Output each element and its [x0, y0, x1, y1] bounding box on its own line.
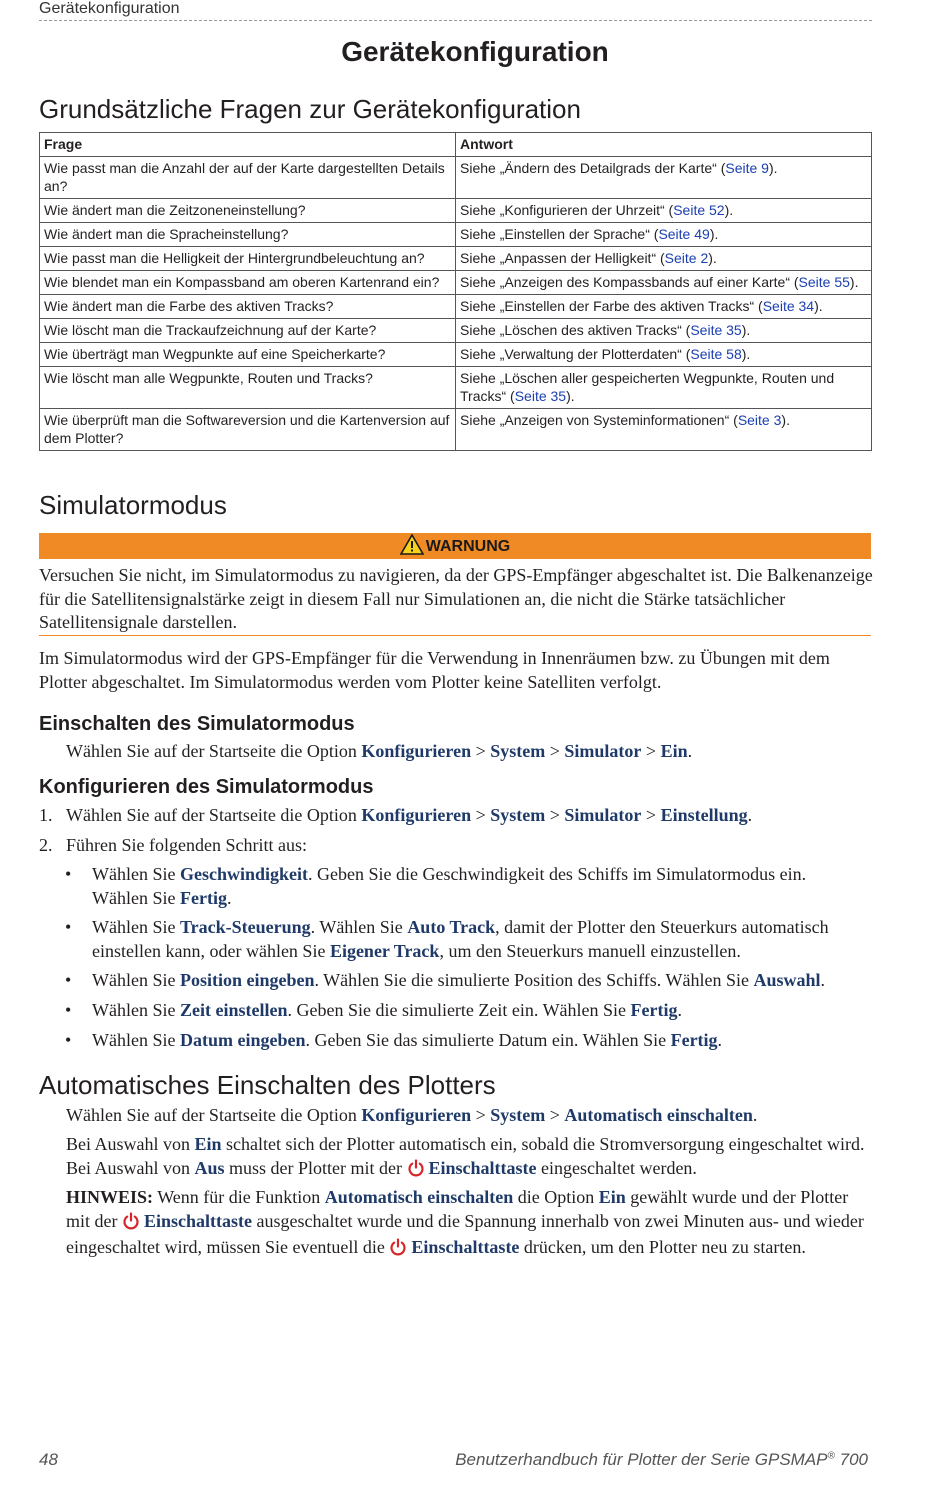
simulator-intro: Im Simulatormodus wird der GPS-Empfänger für die Verwendung in Innenräumen bzw. zu Übungen mit dem Plotter abgeschaltet. Im Simulatormodus werden vom Plotter keine Satelliten verfolgt. [39, 648, 830, 692]
page-link[interactable]: Seite 2 [664, 250, 709, 266]
power-icon [407, 1159, 425, 1184]
configure-simulator-heading: Konfigurieren des Simulatormodus [39, 776, 374, 798]
table-row [40, 409, 872, 451]
faq-heading: Grundsätzliche Fragen zur Gerätekonfiguration [39, 94, 581, 124]
question-cell: Wie ändert man die Farbe des aktiven Tracks? [40, 295, 456, 319]
enable-simulator-instruction: Wählen Sie auf der Startseite die Option Konfigurieren > System > Simulator > Ein. [66, 741, 693, 761]
question-cell: Wie löscht man alle Wegpunkte, Routen und Tracks? [40, 367, 456, 409]
page-link[interactable]: Seite 35 [514, 388, 567, 404]
answer-cell: Siehe „Einstellen der Sprache“ (Seite 49). [456, 223, 872, 247]
table-row [40, 157, 872, 199]
question-cell: Wie blendet man ein Kompassband am oberen Kartenrand ein? [40, 271, 456, 295]
power-icon [122, 1212, 140, 1237]
question-cell: Wie ändert man die Zeitzoneneinstellung? [40, 199, 456, 223]
answer-cell: Siehe „Konfigurieren der Uhrzeit“ (Seite 52). [456, 199, 872, 223]
answer-cell: Siehe „Einstellen der Farbe des aktiven Tracks“ (Seite 34). [456, 295, 872, 319]
warning-banner [39, 533, 871, 559]
autopower-heading: Automatisches Einschalten des Plotters [39, 1070, 496, 1100]
table-row [40, 223, 872, 247]
menu-system: System [490, 1105, 546, 1125]
warning-divider [39, 635, 871, 636]
answer-cell: Siehe „Verwaltung der Plotterdaten“ (Seite 58). [456, 343, 872, 367]
page-link[interactable]: Seite 58 [690, 346, 742, 362]
menu-auto-power: Automatisch einschalten [564, 1105, 753, 1125]
menu-system: System [490, 805, 546, 825]
table-row [40, 295, 872, 319]
menu-configure: Konfigurieren [361, 1105, 472, 1125]
page-link[interactable]: Seite 3 [737, 412, 782, 428]
answer-cell: Siehe „Anzeigen von Systeminformationen“ (Seite 3). [456, 409, 872, 451]
table-header-row [40, 133, 872, 157]
page-link[interactable]: Seite 52 [673, 202, 725, 218]
menu-on: Ein [660, 741, 688, 761]
menu-simulator: Simulator [564, 741, 642, 761]
menu-setup: Einstellung [660, 805, 748, 825]
note-label: HINWEIS: [66, 1187, 154, 1207]
table-row [40, 367, 872, 409]
question-cell: Wie überprüft man die Softwareversion und die Kartenversion auf dem Plotter? [40, 409, 456, 451]
answer-cell: Siehe „Löschen aller gespeicherten Wegpunkte, Routen und Tracks“ (Seite 35). [456, 367, 872, 409]
table-row [40, 319, 872, 343]
header-rule [39, 20, 872, 21]
enable-simulator-heading: Einschalten des Simulatormodus [39, 713, 355, 735]
page-link[interactable]: Seite 55 [798, 274, 850, 290]
warning-label: WARNUNG [425, 538, 511, 555]
answer-cell: Siehe „Anzeigen des Kompassbands auf einer Karte“ (Seite 55). [456, 271, 872, 295]
table-row [40, 199, 872, 223]
table-row [40, 271, 872, 295]
menu-configure: Konfigurieren [361, 805, 472, 825]
question-cell: Wie löscht man die Trackaufzeichnung auf der Karte? [40, 319, 456, 343]
column-header-answer: Antwort [456, 133, 872, 157]
page-link[interactable]: Seite 49 [658, 226, 710, 242]
question-cell: Wie ändert man die Spracheinstellung? [40, 223, 456, 247]
simulator-heading: Simulatormodus [39, 490, 227, 520]
question-cell: Wie überträgt man Wegpunkte auf eine Speicherkarte? [40, 343, 456, 367]
table-row [40, 247, 872, 271]
power-icon [389, 1238, 407, 1263]
page-link[interactable]: Seite 34 [762, 298, 815, 314]
page-number: 48 [39, 1450, 58, 1469]
manual-title: Benutzerhandbuch für Plotter der Serie GPSMAP® 700 [455, 1450, 868, 1469]
note-paragraph: HINWEIS: Wenn für die Funktion Automatisch einschalten die Option Ein gewählt wurde und der Plotter mit der Einschalttaste ausgeschaltet wurde und die Spannung innerhalb von zwei Minuten aus- und wieder eingeschaltet wird, müssen Sie eventuell die Einschalttaste drücken, um den Plotter neu zu starten. [66, 1186, 874, 1263]
faq-table [39, 132, 872, 451]
warning-triangle-icon [400, 538, 426, 555]
table-row [40, 343, 872, 367]
autopower-instruction: Wählen Sie auf der Startseite die Option Konfigurieren > System > Automatisch einschalten. [66, 1105, 758, 1125]
answer-cell: Siehe „Ändern des Detailgrads der Karte“ (Seite 9). [456, 157, 872, 199]
menu-configure: Konfigurieren [361, 741, 472, 761]
menu-system: System [490, 741, 546, 761]
page-link[interactable]: Seite 9 [725, 160, 769, 176]
question-cell: Wie passt man die Helligkeit der Hintergrundbeleuchtung an? [40, 247, 456, 271]
question-cell: Wie passt man die Anzahl der auf der Karte dargestellten Details an? [40, 157, 456, 199]
answer-cell: Siehe „Anpassen der Helligkeit“ (Seite 2). [456, 247, 872, 271]
warning-text: Versuchen Sie nicht, im Simulatormodus zu navigieren, da der GPS-Empfänger abgeschaltet ist. Die Balkenanzeige für die Satellitensignalstärke zeigt in diesem Fall nur Simulationen an, die nicht die Stärke tatsächlicher Satellitensignale darstellen. [39, 565, 873, 632]
answer-cell: Siehe „Löschen des aktiven Tracks“ (Seite 35). [456, 319, 872, 343]
page-link[interactable]: Seite 35 [690, 322, 742, 338]
page-title: Gerätekonfiguration [341, 36, 609, 67]
menu-simulator: Simulator [564, 805, 642, 825]
autopower-description: Bei Auswahl von Ein schaltet sich der Plotter automatisch ein, sobald die Stromversorgung eingeschaltet wird. Bei Auswahl von Aus muss der Plotter mit der Einschalttaste eingeschaltet werden. [66, 1133, 874, 1183]
running-head: Gerätekonfiguration [39, 0, 180, 17]
column-header-question: Frage [40, 133, 456, 157]
